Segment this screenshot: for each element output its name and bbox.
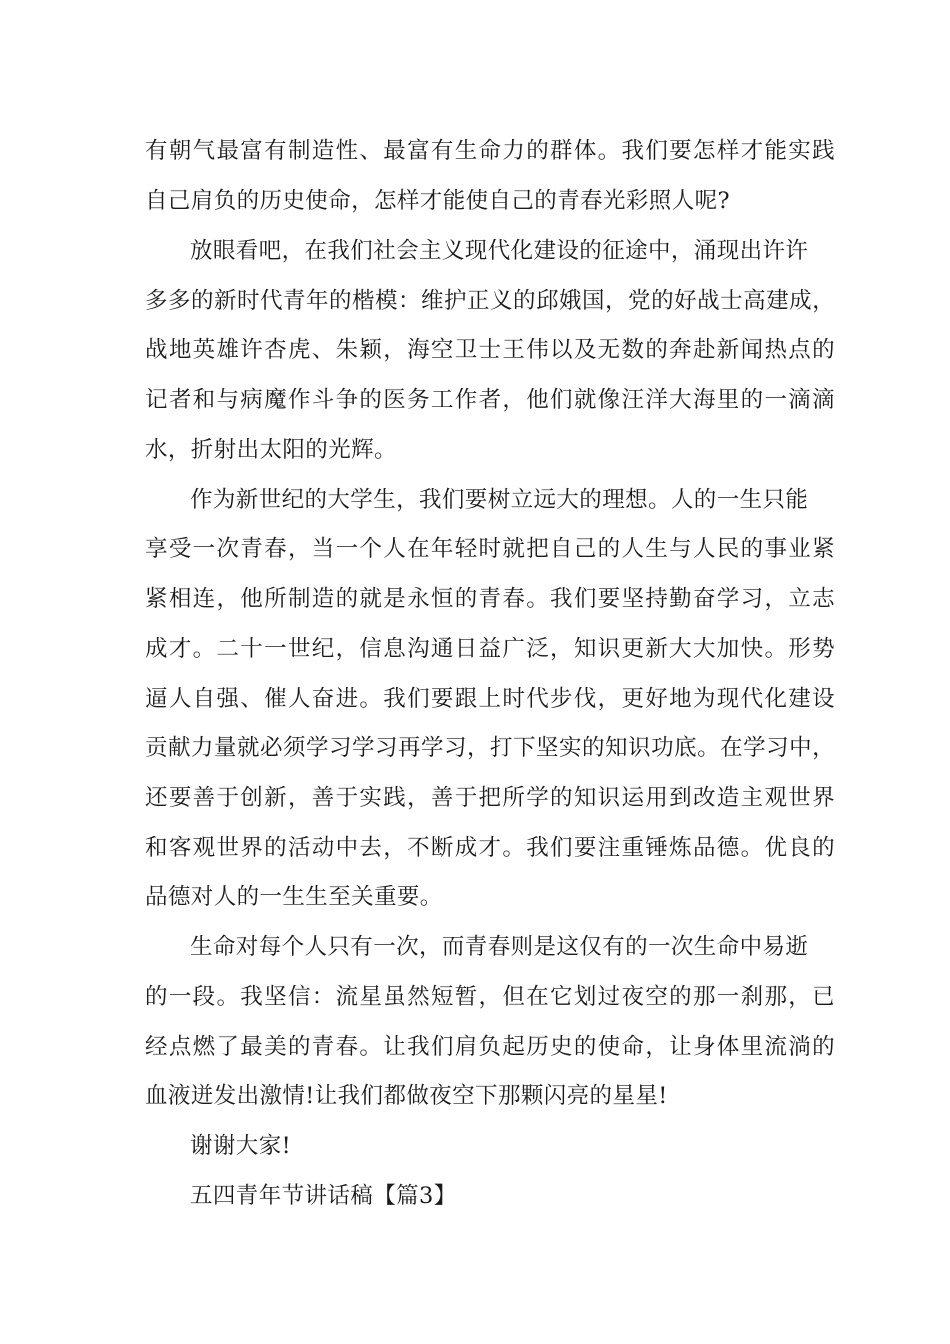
text-line: 放眼看吧，在我们社会主义现代化建设的征途中，涌现出许许	[190, 238, 809, 264]
text-line: 经点燃了最美的青春。让我们肩负起历史的使命，让身体里流淌的	[145, 1034, 835, 1060]
text-line: 紧相连，他所制造的就是永恒的青春。我们要坚持勤奋学习，立志	[145, 586, 835, 612]
text-line: 成才。二十一世纪，信息沟通日益广泛，知识更新大大加快。形势	[145, 636, 835, 662]
text-line: 逼人自强、催人奋进。我们要跟上时代步伐，更好地为现代化建设	[145, 686, 835, 712]
text-line: 记者和与病魔作斗争的医务工作者，他们就像汪洋大海里的一滴滴	[145, 387, 835, 413]
text-line: 生命对每个人只有一次，而青春则是这仅有的一次生命中易逝	[190, 934, 809, 960]
text-line: 作为新世纪的大学生，我们要树立远大的理想。人的一生只能	[190, 487, 809, 513]
text-line: 享受一次青春，当一个人在年轻时就把自己的人生与人民的事业紧	[145, 536, 835, 562]
text-line: 贡献力量就必须学习学习再学习，打下坚实的知识功底。在学习中，	[145, 735, 835, 761]
text-line: 水，折射出太阳的光辉。	[145, 437, 397, 463]
text-line: 和客观世界的活动中去，不断成才。我们要注重锤炼品德。优良的	[145, 835, 835, 861]
text-line: 还要善于创新，善于实践，善于把所学的知识运用到改造主观世界	[145, 785, 835, 811]
text-line: 有朝气最富有制造性、最富有生命力的群体。我们要怎样才能实践	[145, 138, 835, 164]
text-line: 的一段。我坚信：流星虽然短暂，但在它划过夜空的那一刹那，已	[145, 984, 835, 1010]
text-line: 自己肩负的历史使命，怎样才能使自己的青春光彩照人呢?	[145, 188, 730, 214]
section-heading: 五四青年节讲话稿【篇3】	[190, 1183, 457, 1209]
text-line: 战地英雄许杏虎、朱颖，海空卫士王伟以及无数的奔赴新闻热点的	[145, 337, 835, 363]
text-line: 血液迸发出激情!让我们都做夜空下那颗闪亮的星星!	[145, 1083, 668, 1109]
text-line: 品德对人的一生生至关重要。	[145, 884, 443, 910]
closing-line: 谢谢大家!	[190, 1133, 292, 1159]
text-line: 多多的新时代青年的楷模：维护正义的邱娥国，党的好战士高建成，	[145, 288, 835, 314]
